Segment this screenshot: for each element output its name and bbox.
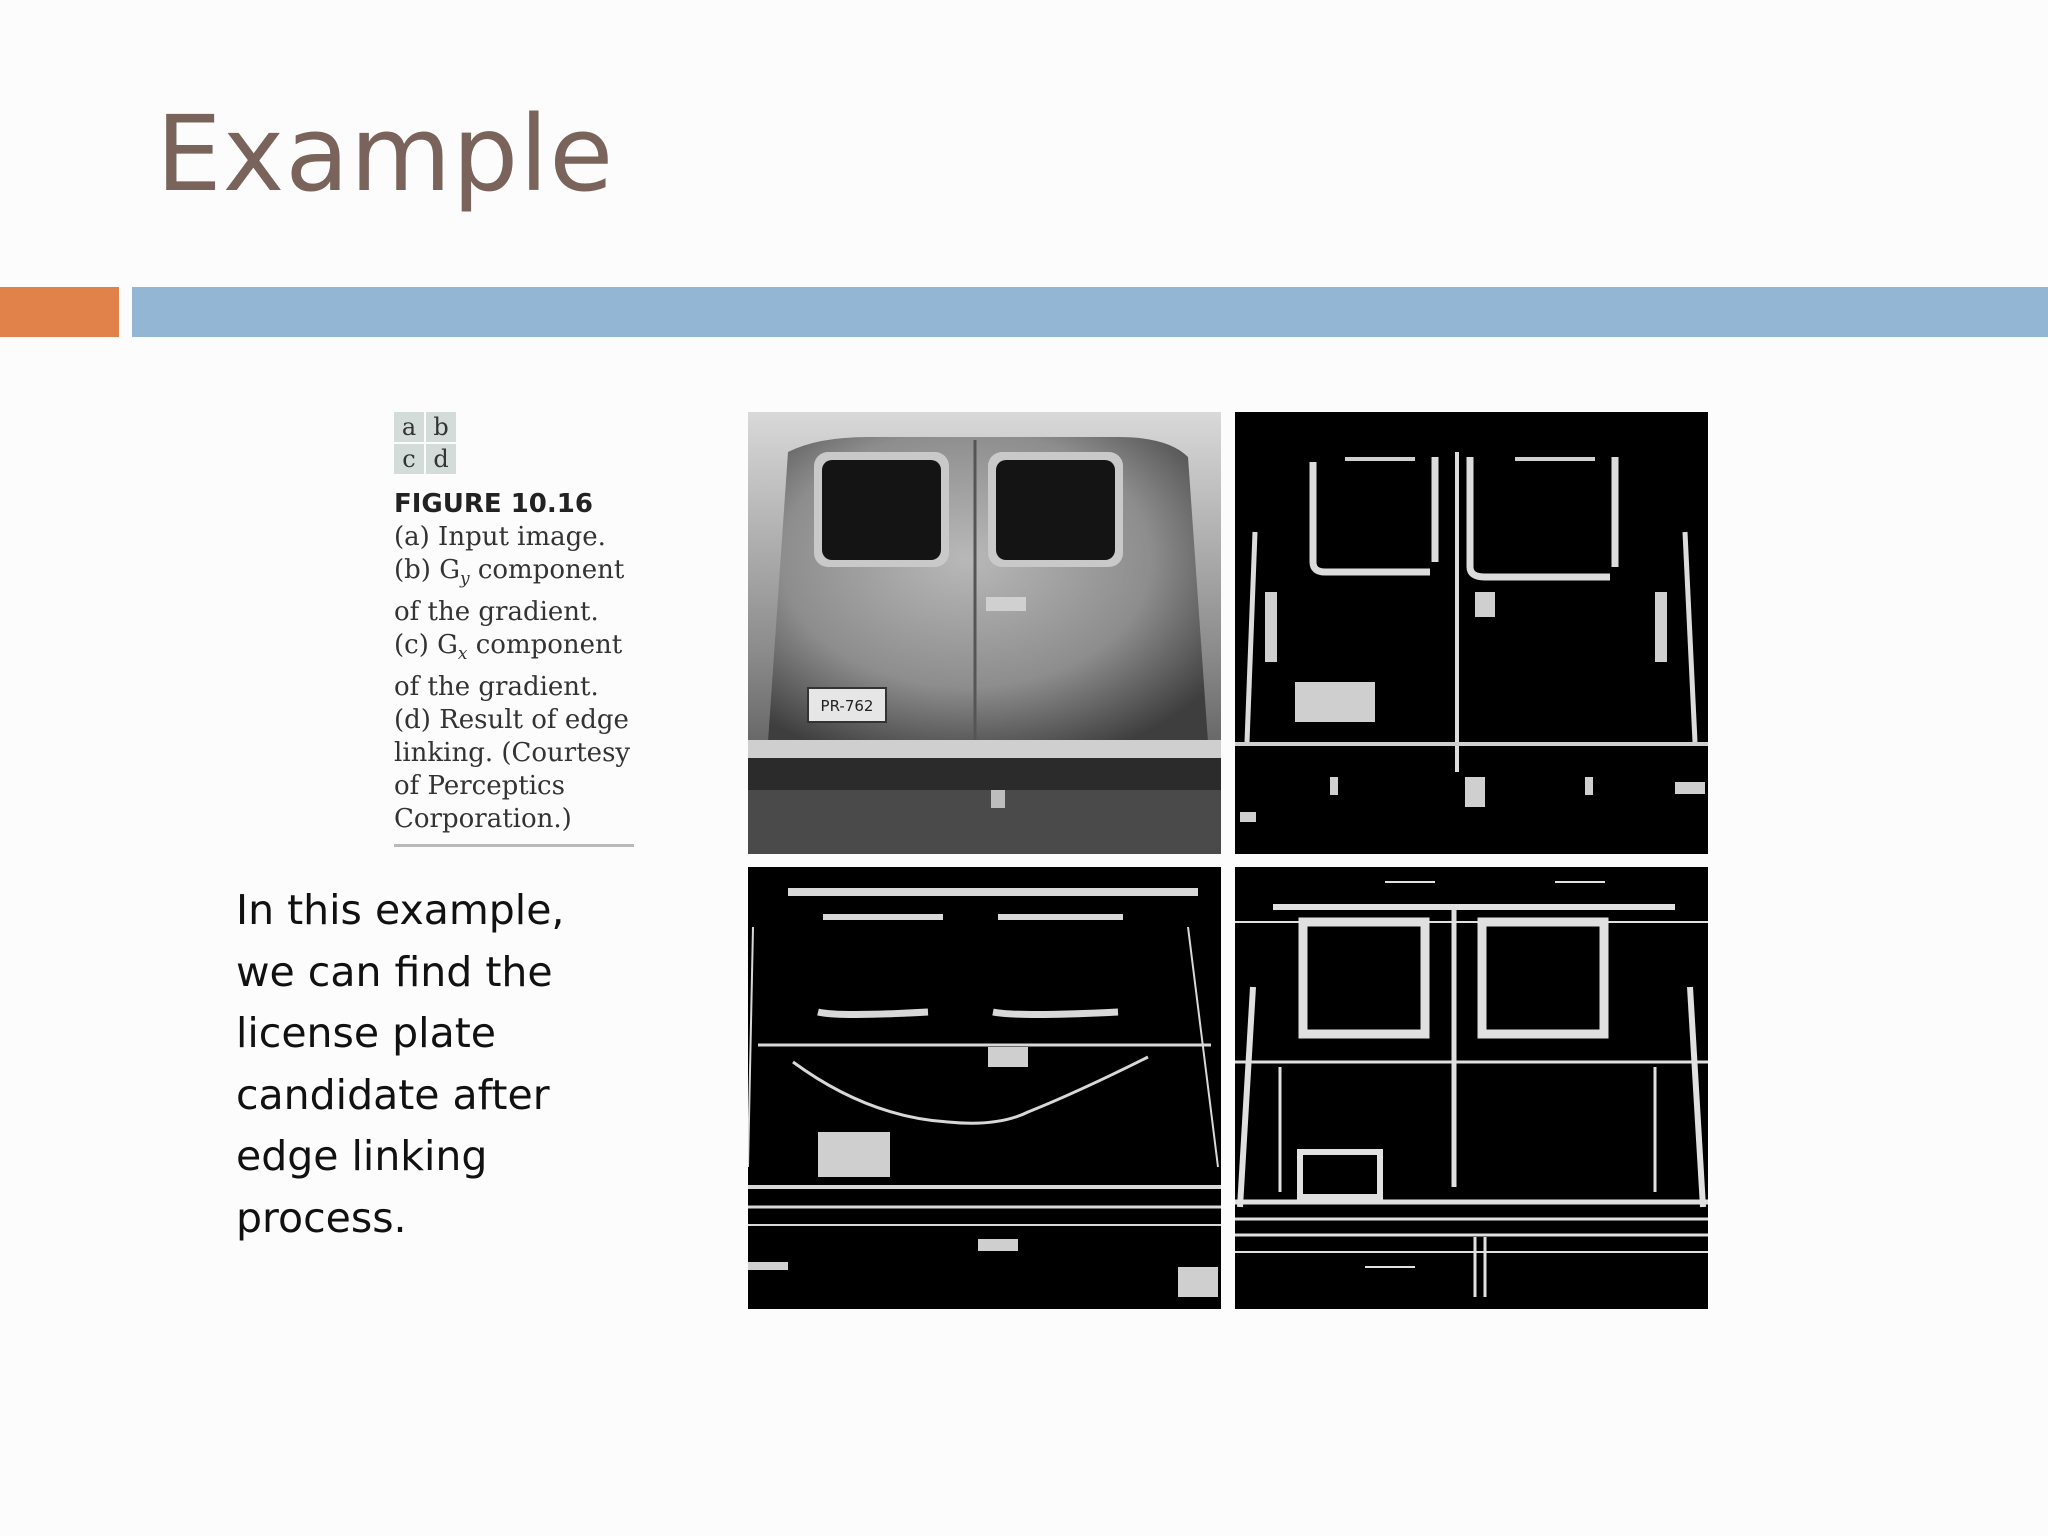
body-text: In this example, we can find the license plate candidate after edge linking process.	[236, 886, 565, 1242]
caption-line	[394, 554, 634, 596]
subscript: y	[459, 569, 470, 590]
caption-line-prefix: (c) G	[394, 630, 458, 661]
panel-label-a: a	[394, 412, 424, 442]
edge-linking-result-image	[1235, 867, 1708, 1309]
caption-line: of Perceptics	[394, 771, 565, 802]
caption-line-suffix: component	[477, 555, 625, 585]
caption-line: linking. (Courtesy	[394, 738, 631, 769]
accent-bar-orange	[0, 287, 119, 337]
license-plate-text: PR-762	[820, 697, 874, 715]
panel-label-c: c	[394, 444, 424, 474]
caption-line	[394, 629, 634, 671]
caption-line-prefix: (b) G	[394, 555, 460, 585]
gy-gradient-image	[1235, 412, 1708, 854]
gx-gradient-image	[748, 867, 1221, 1309]
caption-line-suffix: component	[475, 630, 623, 661]
caption-line: of the gradient.	[394, 672, 599, 703]
panel-label-d: d	[426, 444, 456, 474]
caption-line: (a) Input image.	[394, 522, 606, 552]
figure-number: FIGURE 10.16	[394, 489, 593, 519]
caption-line: Corporation.)	[394, 804, 572, 835]
caption-line: of the gradient.	[394, 597, 599, 628]
subscript: x	[457, 644, 468, 665]
input-image-van	[748, 412, 1221, 854]
panel-label-b: b	[426, 412, 456, 442]
figure-caption	[394, 488, 634, 847]
caption-line: (d) Result of edge	[394, 705, 629, 736]
slide-title: Example	[156, 93, 615, 215]
panel-label-grid	[394, 412, 456, 474]
caption-rule	[394, 844, 634, 847]
accent-bar-blue	[132, 287, 2048, 337]
